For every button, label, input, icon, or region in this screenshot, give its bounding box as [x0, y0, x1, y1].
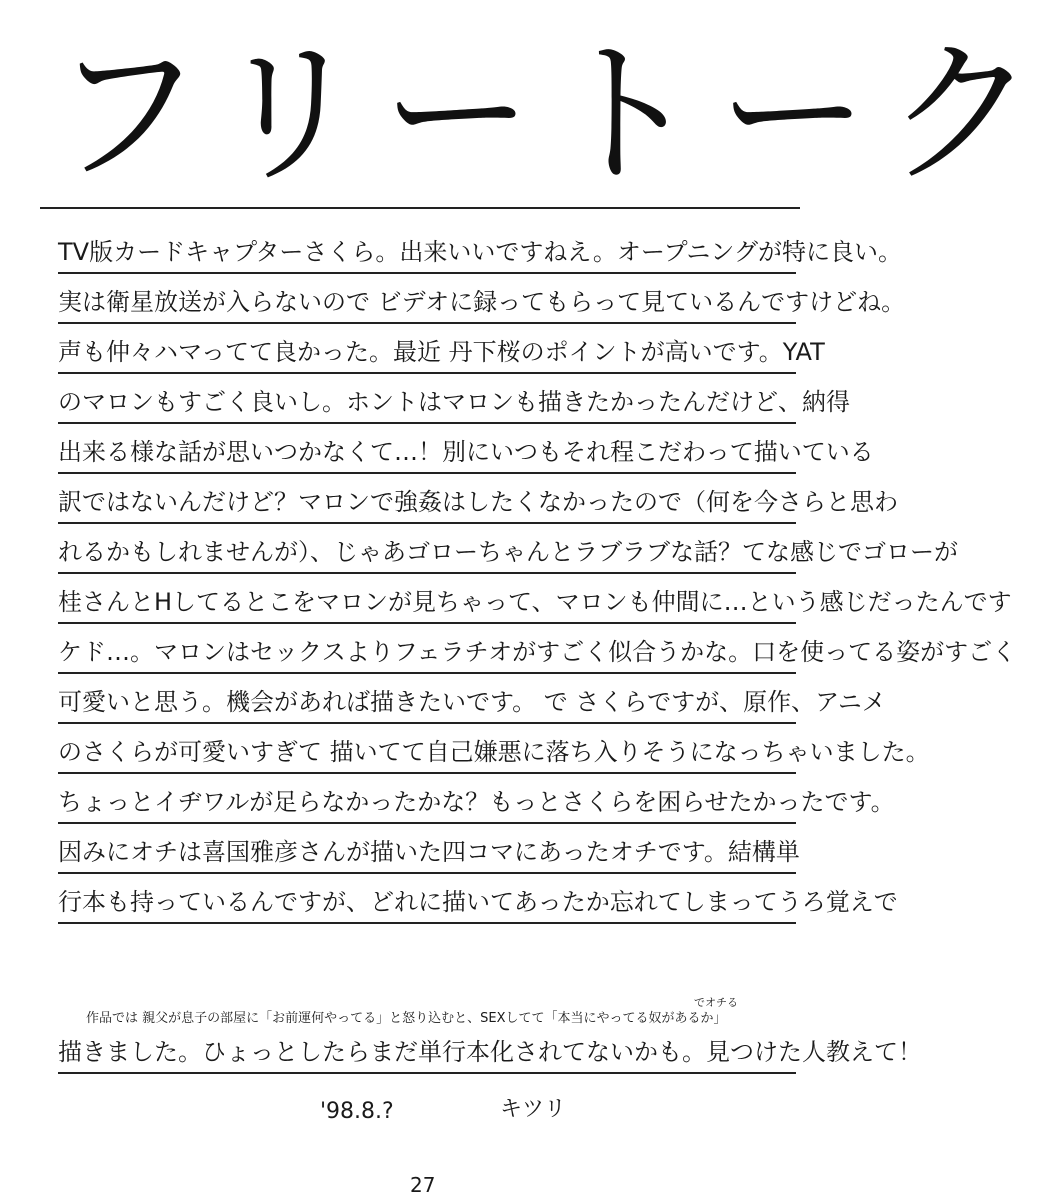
text-line: 描きました。ひょっとしたらまだ単行本化されてないかも。見つけた人教えて！	[58, 1032, 796, 1074]
text-line: 声も仲々ハマってて良かった。最近 丹下桜のポイントが高いです。YAT	[58, 332, 796, 374]
text-line: のさくらが可愛いすぎて 描いてて自己嫌悪に落ち入りそうになっちゃいました。	[58, 732, 796, 774]
author-signature: キツリ	[500, 1097, 567, 1122]
date-text: '98.8.?	[320, 1099, 394, 1124]
text-line: 桂さんとHしてるとこをマロンが見ちゃって、マロンも仲間に…という感じだったんです	[58, 582, 796, 624]
page-title: フリートーク	[52, 23, 1054, 207]
text-line: のマロンもすごく良いし。ホントはマロンも描きたかったんだけど、納得	[58, 382, 796, 424]
text-line: 可愛いと思う。機会があれば描きたいです。 で さくらですが、原作、アニメ	[58, 682, 796, 724]
text-line: ケド…。マロンはセックスよりフェラチオがすごく似合うかな。口を使ってる姿がすごく	[58, 632, 796, 674]
text-line: 実は衛星放送が入らないので ビデオに録ってもらって見ているんですけどね。	[58, 282, 796, 324]
text-line: 出来る様な話が思いつかなくて…！別にいつもそれ程こだわって描いている	[58, 432, 796, 474]
text-line: れるかもしれませんが）、じゃあゴローちゃんとラブラブな話？てな感じでゴローが	[58, 532, 796, 574]
annotation-note: 作品では 親父が息子の部屋に「お前運何やってる」と怒り込むと、SEXしてて「本当にやってる奴があるか」	[86, 1011, 727, 1026]
text-line: TV版カードキャプターさくら。出来いいですねえ。オープニングが特に良い。	[58, 232, 796, 274]
text-line: ちょっとイヂワルが足らなかったかな？もっとさくらを困らせたかったです。	[58, 782, 796, 824]
text-line: 因みにオチは喜国雅彦さんが描いた四コマにあったオチです。結構単	[58, 832, 796, 874]
page-number: 27	[410, 1173, 436, 1197]
text-line: 行本も持っているんですが、どれに描いてあったか忘れてしまってうろ覚えで	[58, 882, 796, 924]
annotation-superscript: でオチる	[694, 996, 738, 1009]
text-line: 訳ではないんだけど？マロンで強姦はしたくなかったので（何を今さらと思わ	[58, 482, 796, 524]
